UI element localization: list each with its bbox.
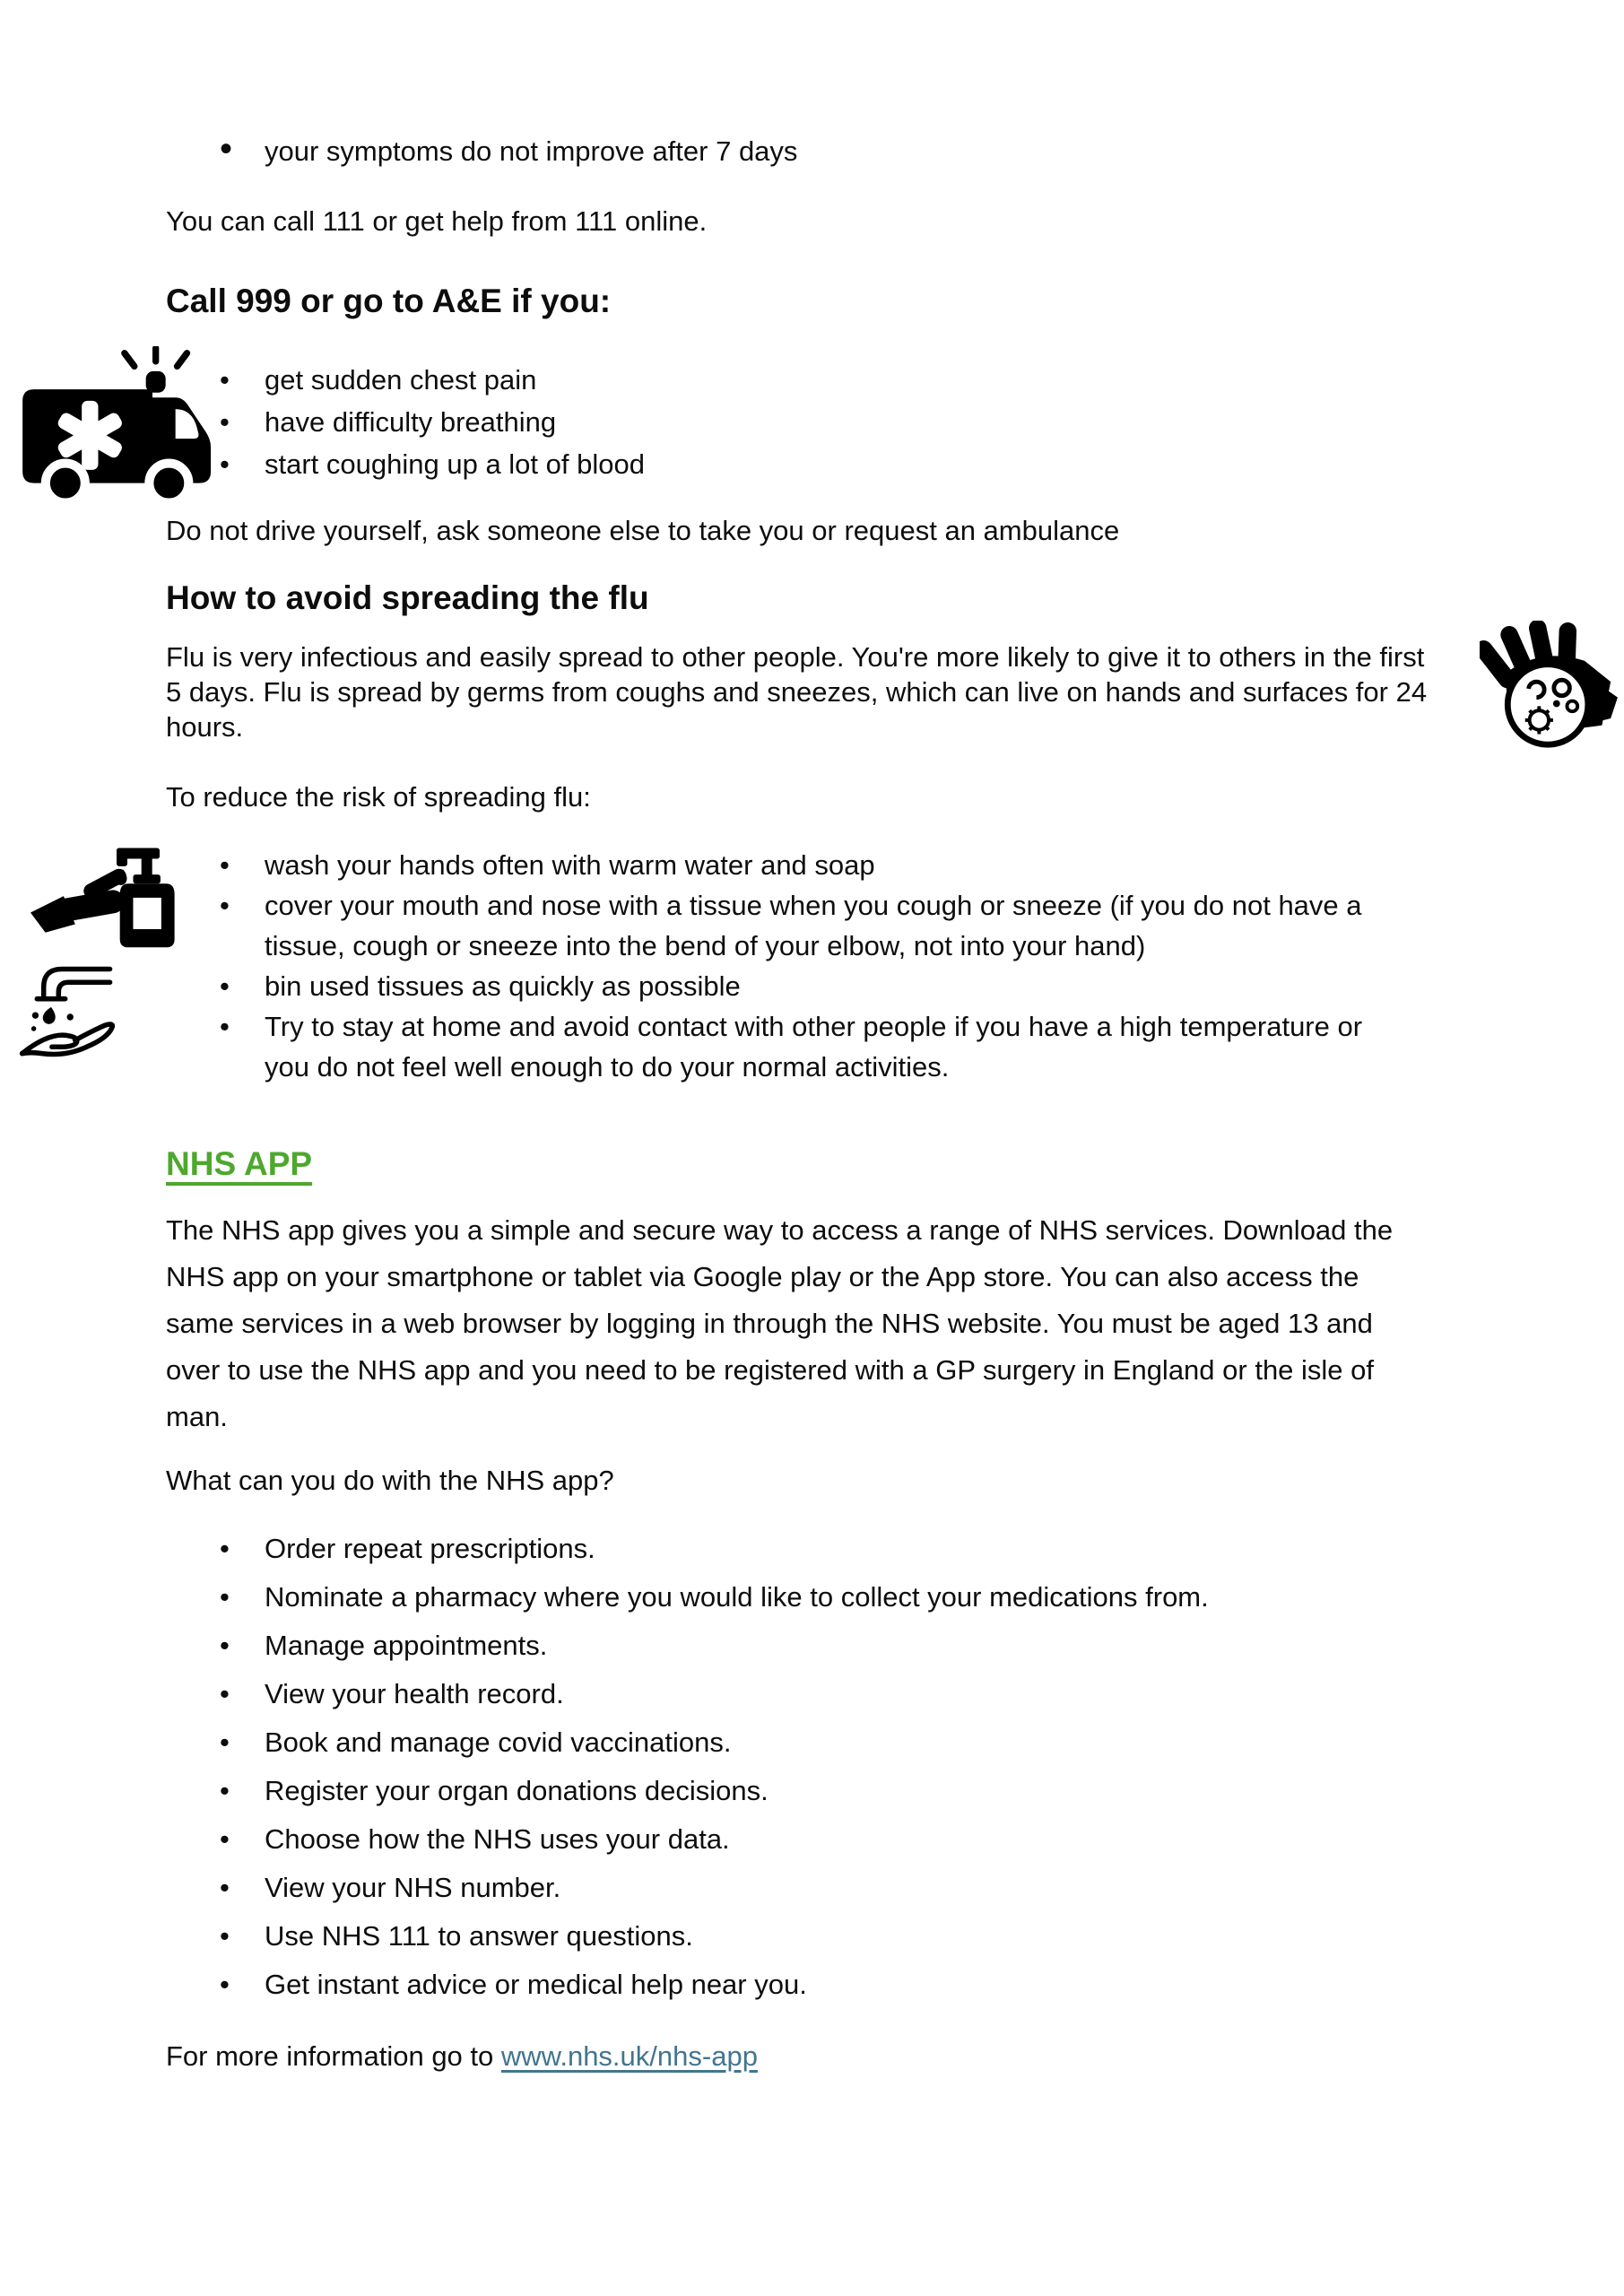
list-item: • get sudden chest pain [166,359,1471,401]
avoid-spreading-heading: How to avoid spreading the flu [166,579,649,616]
call-999-heading: Call 999 or go to A&E if you: [166,283,612,319]
list-item: • cover your mouth and nose with a tissue when you cough or sneeze (if you do not have a tissue, cough or sneeze into the bend of your elbow, not into your hand) [166,885,1403,966]
list-item: • start coughing up a lot of blood [166,443,1471,485]
more-info-prefix: For more information go to [166,2040,501,2072]
list-item: • Order repeat prescriptions. [166,1530,1471,1578]
hand-washing-icon [5,952,140,1060]
list-item: • have difficulty breathing [166,401,1471,443]
list-item: • Register your organ donations decisions. [166,1772,1471,1821]
ambulance-note: Do not drive yourself, ask someone else to take you or request an ambulance [166,515,1120,546]
list-item: • Try to stay at home and avoid contact with other people if you have a high temperature or you do not feel well enough to do your normal activities. [166,1006,1403,1087]
list-item: • your symptoms do not improve after 7 days [166,133,1471,170]
reduce-risk-bullet-list [166,845,1471,1087]
list-item: • Manage appointments. [166,1627,1471,1675]
list-item: • Use NHS 111 to answer questions. [166,1918,1471,1966]
hand-sanitizer-icon [25,843,187,951]
symptom-bullet-list [166,133,1471,170]
nhs-app-bullet-list [166,1530,1471,2014]
nhs-app-question: What can you do with the NHS app? [166,1465,614,1496]
emergency-bullet-list [166,359,1471,485]
list-item: • Choose how the NHS uses your data. [166,1821,1471,1869]
list-item: • Book and manage covid vaccinations. [166,1724,1471,1772]
reduce-risk-intro: To reduce the risk of spreading flu: [166,781,591,813]
more-info-line [166,2038,1471,2075]
germs-hand-icon [1480,621,1620,752]
document-body [166,133,1471,2075]
list-item: • wash your hands often with warm water and soap [166,845,1403,885]
nhs-app-heading: NHS APP [166,1145,313,1182]
flu-infectious-paragraph: Flu is very infectious and easily spread to other people. You're more likely to give it to others in the first 5 days. Flu is spread by germs from coughs and sneezes, which can live on hands and surfaces for 24 hours. [166,641,1428,743]
list-item: • Nominate a pharmacy where you would like to collect your medications from. [166,1578,1471,1627]
list-item: • Get instant advice or medical help near you. [166,1966,1471,2014]
list-item: • bin used tissues as quickly as possible [166,966,1403,1006]
list-item: • View your health record. [166,1675,1471,1724]
nhs-app-link[interactable]: www.nhs.uk/nhs-app [500,2040,758,2072]
list-item: • View your NHS number. [166,1869,1471,1918]
nhs-app-paragraph: The NHS app gives you a simple and secure way to access a range of NHS services. Download the NHS app on your smartphone or tablet via Google play or the App store. You can also access the same services in a web browser by logging in through the NHS website. You must be aged 13 and over to use the NHS app and you need to be registered with a GP surgery in England or the isle of man. [166,1214,1394,1432]
call-111-text: You can call 111 or get help from 111 online. [166,205,708,237]
